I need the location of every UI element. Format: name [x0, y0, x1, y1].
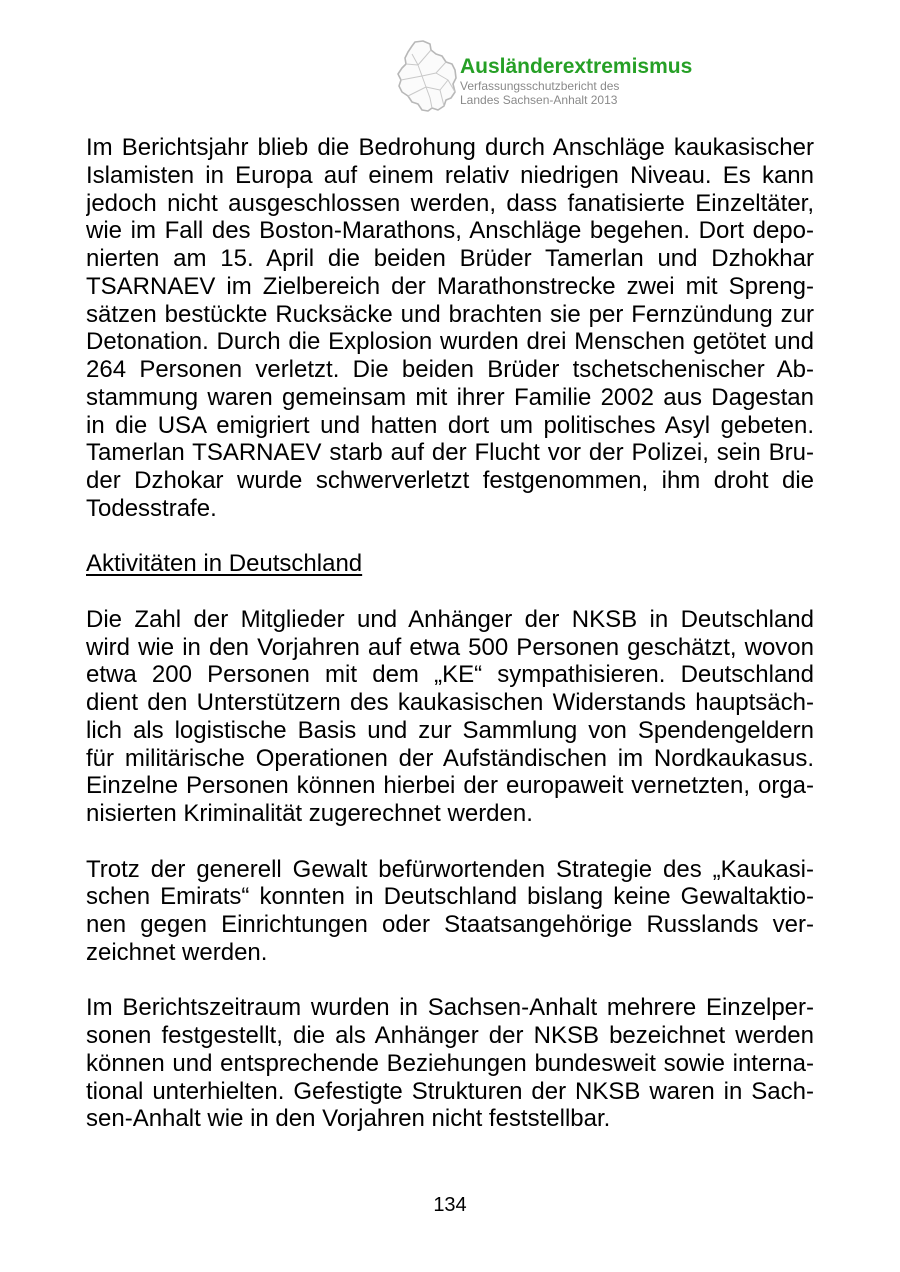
page-number: 134: [433, 1194, 467, 1216]
paragraph-line: sen-Anhalt wie in den Vorjahren nicht feststellbar.: [86, 1105, 611, 1133]
paragraph-line: Im Berichtszeitraum wurden in Sachsen-Anhalt mehrere Einzelper-: [86, 994, 814, 1022]
report-subtitle-line: Landes Sachsen-Anhalt 2013: [460, 93, 618, 107]
paragraph-no-violence: [86, 856, 814, 967]
paragraph-line: Detonation. Durch die Explosion wurden drei Menschen getötet und: [86, 328, 814, 356]
paragraph-line: Im Berichtsjahr blieb die Bedrohung durch Anschläge kaukasischer: [86, 134, 814, 161]
paragraph-line: zeichnet werden.: [86, 938, 268, 966]
paragraph-line: etwa 200 Personen mit dem „KE“ sympathisieren. Deutschland: [86, 661, 814, 689]
paragraph-line: sonen festgestellt, die als Anhänger der NKSB bezeichnet werden: [86, 1022, 814, 1049]
paragraph-line: in die USA emigriert und hatten dort um politisches Asyl gebeten.: [86, 411, 814, 439]
paragraph-line: für militärische Operationen der Aufständischen im Nordkaukasus.: [86, 744, 814, 772]
paragraph-line: jedoch nicht ausgeschlossen werden, dass fanatisierte Einzeltäter,: [86, 189, 814, 217]
paragraph-line: Islamisten in Europa auf einem relativ niedrigen Niveau. Es kann: [86, 161, 814, 189]
paragraph-saxony-anhalt: [86, 994, 814, 1133]
paragraph-line: wie im Fall des Boston-Marathons, Anschläge begehen. Dort depo-: [86, 217, 814, 245]
chapter-title: Ausländerextremismus: [460, 55, 693, 78]
paragraph-line: nen gegen Einrichtungen oder Staatsangehörige Russlands ver-: [86, 911, 814, 938]
report-subtitle-line: Verfassungsschutzbericht des: [460, 79, 620, 93]
paragraph-line: lich als logistische Basis und zur Sammlung von Spendengeldern: [86, 716, 814, 744]
paragraph-membership: [86, 606, 814, 828]
paragraph-line: nisierten Kriminalität zugerechnet werden.: [86, 800, 533, 827]
paragraph-line: sätzen bestückte Rucksäcke und brachten sie per Fernzündung zur: [86, 300, 814, 328]
paragraph-line: Einzelne Personen können hierbei der europaweit vernetzten, orga-: [86, 772, 814, 800]
page-body: [86, 134, 814, 1161]
paragraph-line: 264 Personen verletzt. Die beiden Brüder tschetschenischer Ab-: [86, 356, 814, 383]
paragraph-line: TSARNAEV im Zielbereich der Marathonstrecke zwei mit Spreng-: [86, 272, 814, 300]
paragraph-line: Trotz der generell Gewalt befürwortenden Strategie des „Kaukasi-: [86, 855, 814, 883]
section-heading: Aktivitäten in Deutschland: [86, 550, 363, 578]
state-map-icon: [396, 40, 458, 112]
paragraph-line: können und entsprechende Beziehungen bundesweit sowie interna-: [86, 1049, 814, 1077]
paragraph-line: stammung waren gemeinsam mit ihrer Familie 2002 aus Dagestan: [86, 383, 814, 411]
paragraph-threat-situation: [86, 134, 814, 523]
paragraph-line: Die Zahl der Mitglieder und Anhänger der NKSB in Deutschland: [86, 605, 814, 633]
paragraph-line: der Dzhokar wurde schwerverletzt festgenommen, ihm droht die: [86, 467, 814, 494]
paragraph-line: nierten am 15. April die beiden Brüder Tamerlan und Dzhokhar: [86, 245, 814, 272]
paragraph-line: dient den Unterstützern des kaukasischen Widerstands hauptsäch-: [86, 689, 814, 716]
paragraph-line: Todesstrafe.: [86, 494, 217, 522]
paragraph-line: Tamerlan TSARNAEV starb auf der Flucht vor der Polizei, sein Bru-: [86, 439, 814, 467]
paragraph-line: tional unterhielten. Gefestigte Strukturen der NKSB waren in Sach-: [86, 1077, 814, 1105]
paragraph-line: wird wie in den Vorjahren auf etwa 500 Personen geschätzt, wovon: [86, 633, 814, 661]
paragraph-line: schen Emirats“ konnten in Deutschland bislang keine Gewaltaktio-: [86, 883, 814, 911]
